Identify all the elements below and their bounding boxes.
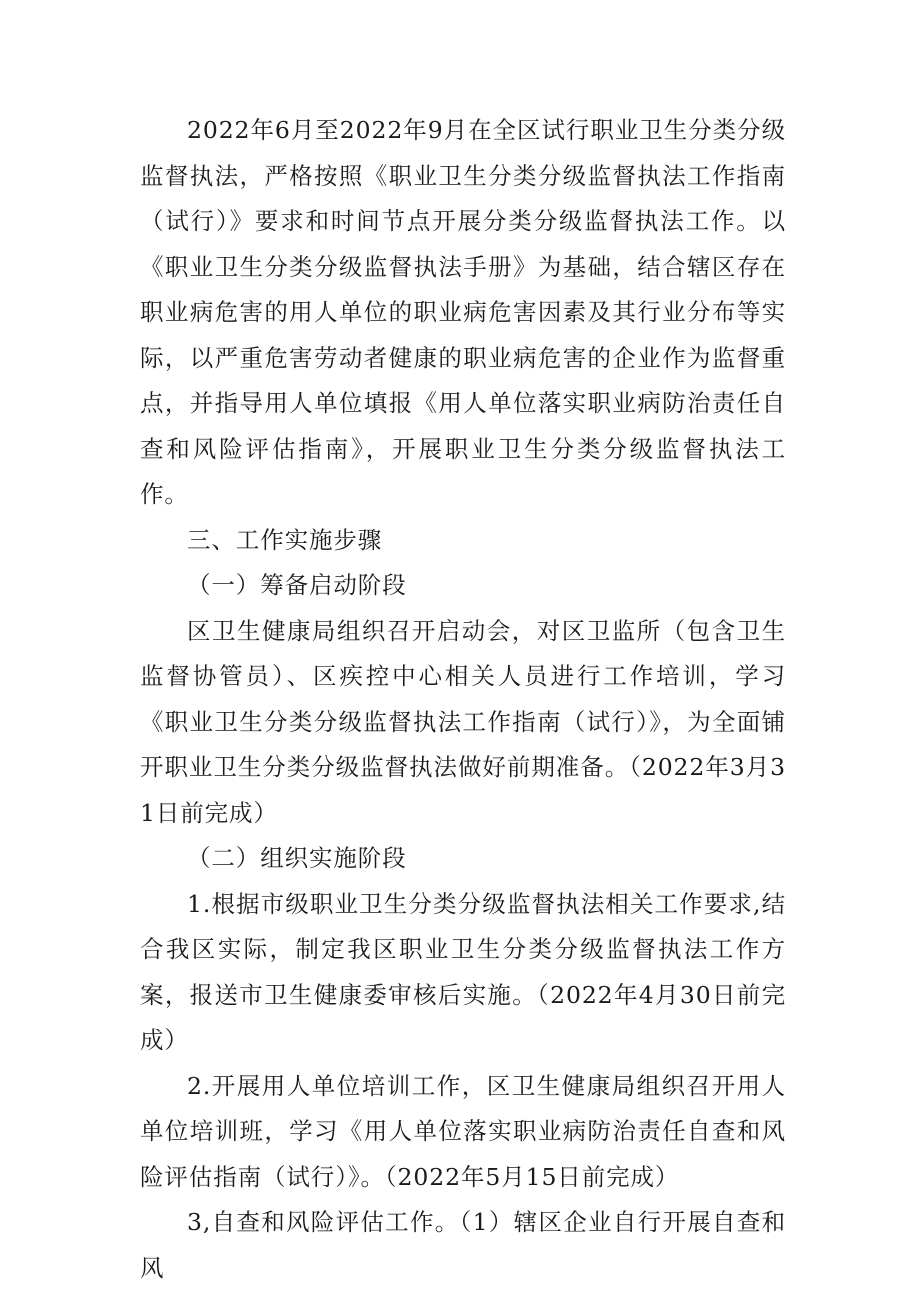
subheading-organize-stage: （二）组织实施阶段	[187, 844, 407, 872]
subheading-preparation-stage: （一）筹备启动阶段	[187, 571, 407, 599]
paragraph-pilot-enforcement: 2022年6月至2022年9月在全区试行职业卫生分类分级监督执法，严格按照《职业卫生分类分级监督执法工作指南（试行）》要求和时间节点开展分类分级监督执法工作。以《职业卫生分类分级监督执法手册》为基础，结合辖区存在职业病危害的用人单位的职业病危害因素及其行业分布等实际，以严重危害劳动者健康的职业病危害的企业作为监督重点，并指导用人单位填报《用人单位落实职业病防治责任自查和风险评估指南》，开展职业卫生分类分级监督执法工作。	[140, 116, 786, 508]
paragraph-kickoff-meeting: 区卫生健康局组织召开启动会，对区卫监所（包含卫生监督协管员）、区疾控中心相关人员进行工作培训，学习《职业卫生分类分级监督执法工作指南（试行）》，为全面铺开职业卫生分类分级监督执法做好前期准备。（2022年3月31日前完成）	[140, 616, 786, 827]
paragraph-step-3: 3,自查和风险评估工作。（1）辖区企业自行开展自查和风	[140, 1208, 786, 1282]
document-body	[140, 108, 786, 1291]
paragraph-step-1: 1.根据市级职业卫生分类分级监督执法相关工作要求,结合我区实际，制定我区职业卫生分类分级监督执法工作方案，报送市卫生健康委审核后实施。（2022年4月30日前完成）	[140, 889, 786, 1054]
section-heading-implementation-steps: 三、工作实施步骤	[187, 525, 383, 554]
paragraph-step-2: 2.开展用人单位培训工作，区卫生健康局组织召开用人单位培训班，学习《用人单位落实职业病防治责任自查和风险评估指南（试行）》。（2022年5月15日前完成）	[140, 1071, 786, 1191]
